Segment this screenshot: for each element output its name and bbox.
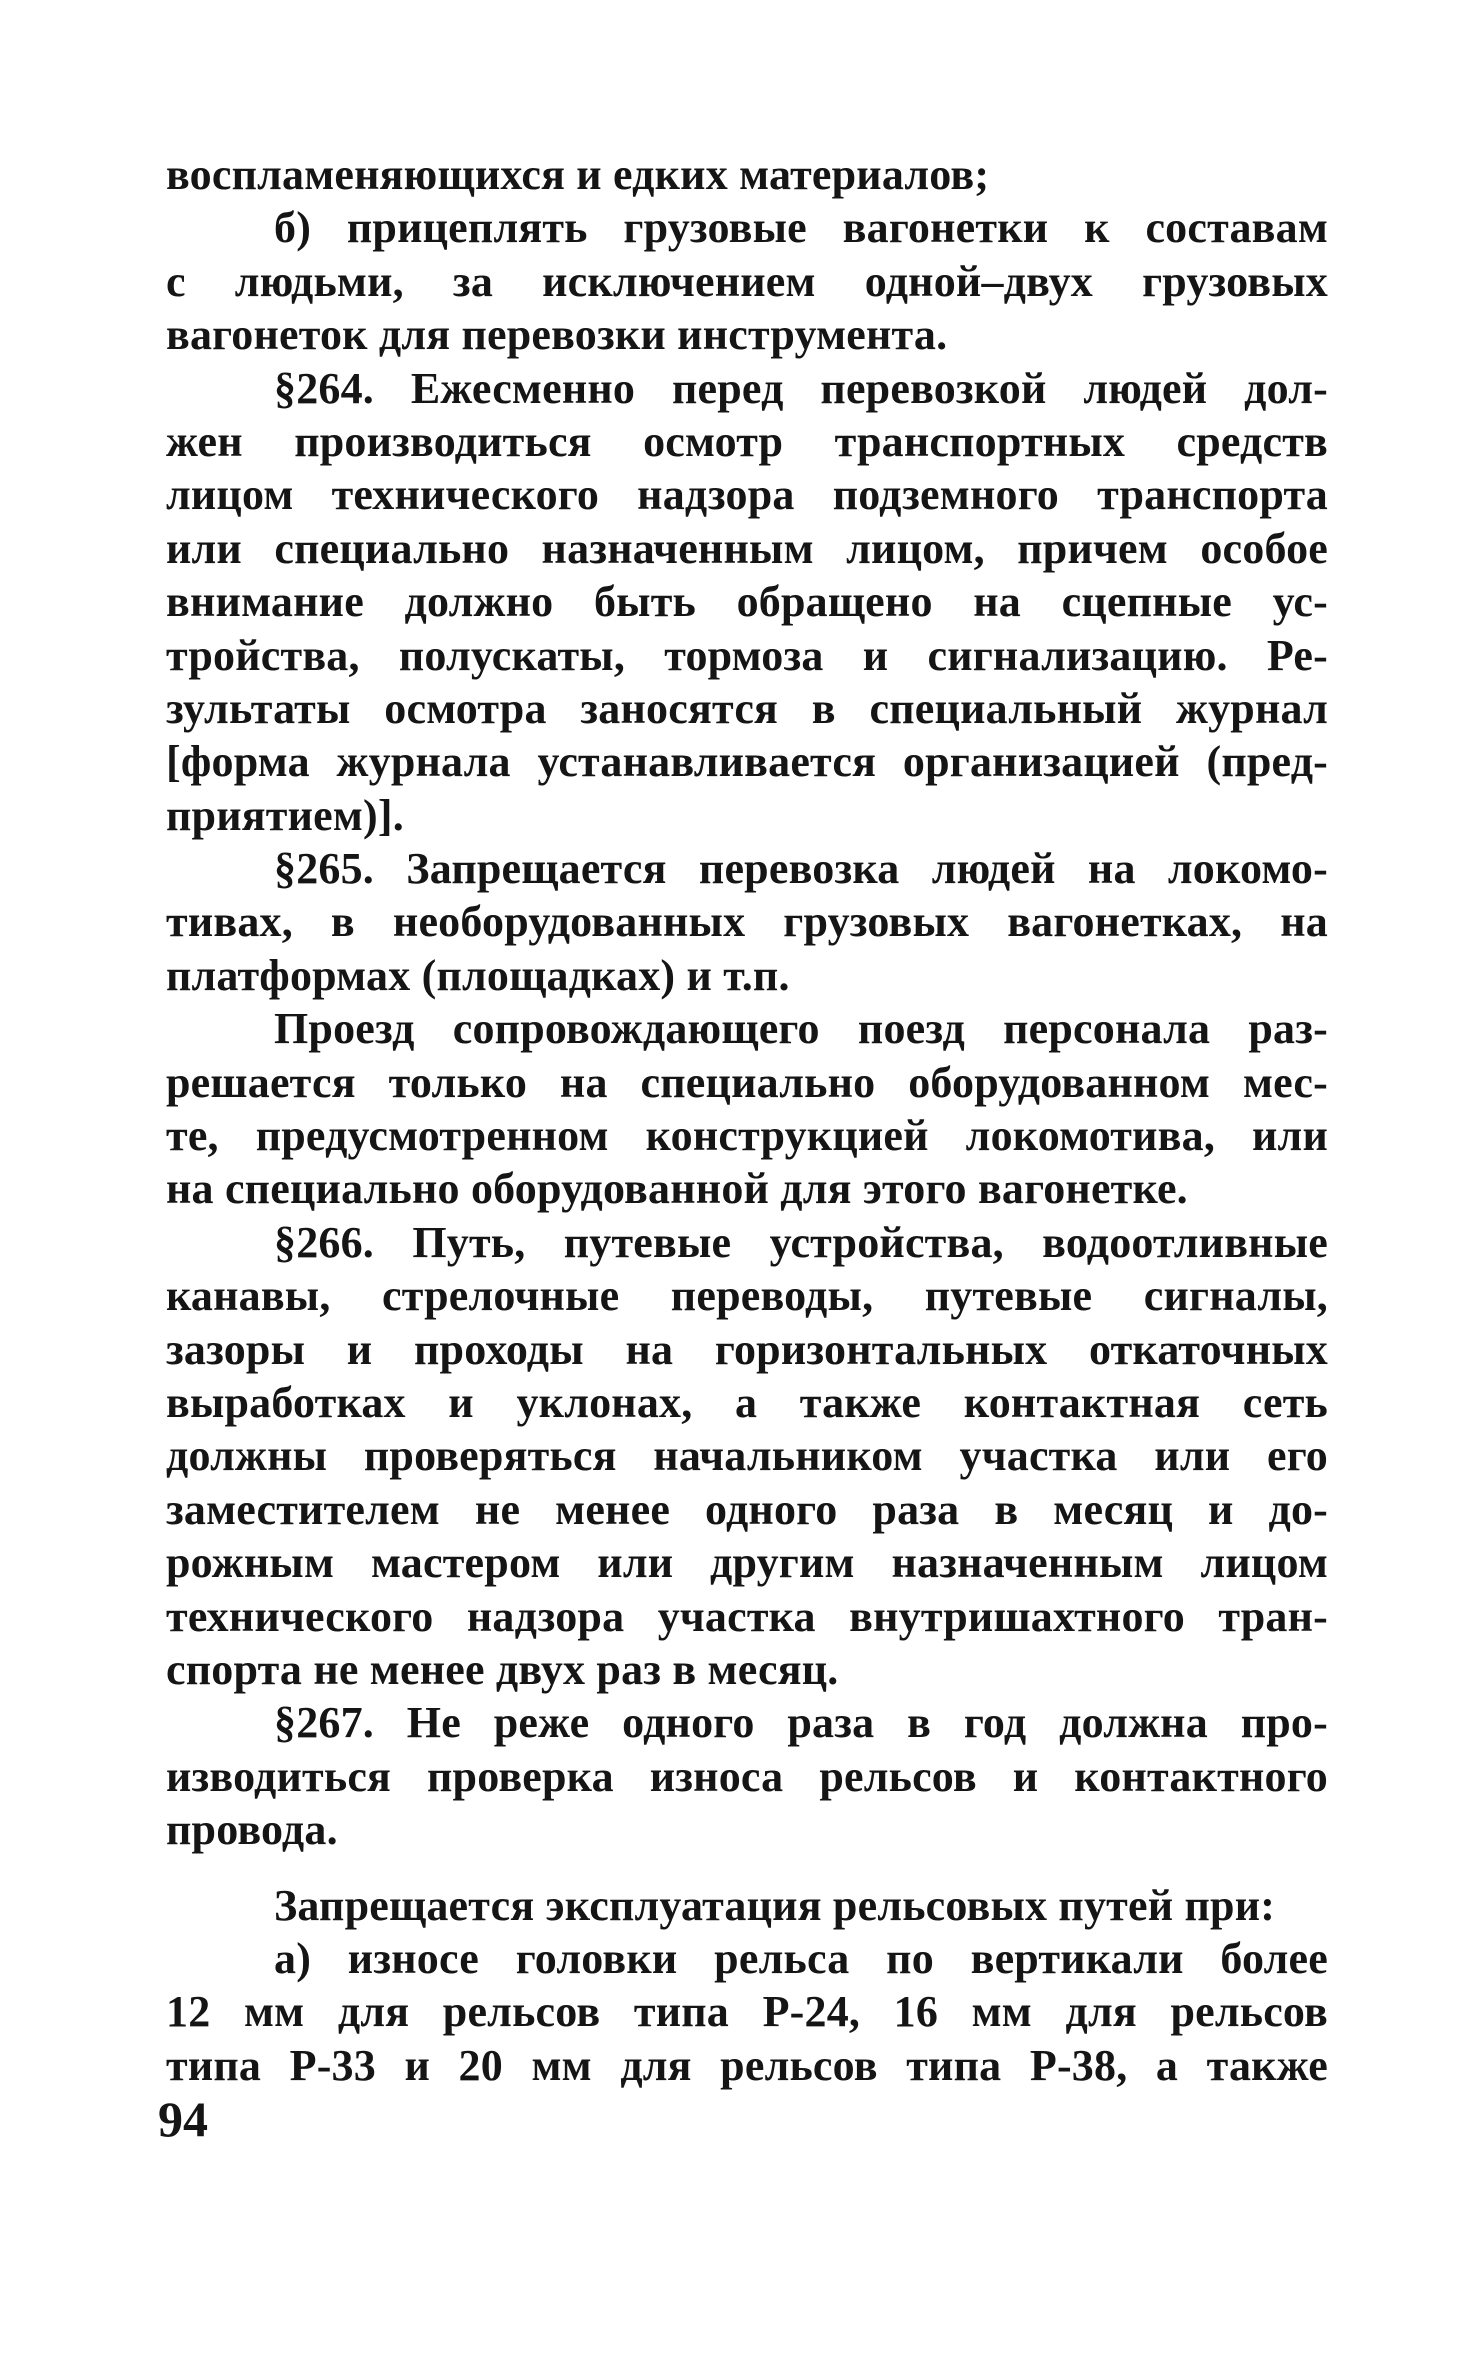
text-line: §267. Не реже одного раза в год должна про-	[274, 1698, 1328, 1748]
text-line: решается только на специально оборудованном мес-	[166, 1057, 1328, 1107]
text-line: изводиться проверка износа рельсов и контактного	[166, 1751, 1328, 1801]
text-line: провода.	[166, 1805, 338, 1855]
page-number: 94	[158, 2091, 208, 2147]
text-line: внимание должно быть обращено на сцепные ус-	[166, 577, 1328, 627]
text-line: тивах, в необорудованных грузовых вагонетках, на	[166, 897, 1328, 947]
text-line: зультаты осмотра заносятся в специальный журнал	[166, 683, 1328, 733]
text-line: вагонеток для перевозки инструмента.	[166, 310, 948, 360]
text-line: на специально оборудованной для этого вагонетке.	[166, 1164, 1188, 1214]
text-line: или специально назначенным лицом, причем особое	[166, 523, 1328, 573]
body-text	[166, 148, 1328, 2092]
text-line: рожным мастером или другим назначенным лицом	[166, 1538, 1328, 1588]
text-line: [форма журнала устанавливается организацией (пред-	[166, 737, 1328, 787]
text-line: зазоры и проходы на горизонтальных откаточных	[166, 1324, 1328, 1374]
text-line: заместителем не менее одного раза в месяц и до-	[166, 1484, 1328, 1534]
paragraph-gap	[166, 1857, 1328, 1879]
text-line: спорта не менее двух раз в месяц.	[166, 1644, 839, 1694]
text-line: Запрещается эксплуатация рельсовых путей при:	[274, 1880, 1276, 1930]
text-line: воспламеняющихся и едких материалов;	[166, 150, 990, 199]
text-line: тройства, полускаты, тормоза и сигнализацию. Ре-	[166, 630, 1328, 680]
text-line: §264. Ежесменно перед перевозкой людей дол-	[274, 363, 1328, 413]
text-line: канавы, стрелочные переводы, путевые сигналы,	[166, 1271, 1328, 1321]
text-line: Проезд сопровождающего поезд персонала раз-	[274, 1004, 1328, 1054]
text-line: §266. Путь, путевые устройства, водоотливные	[274, 1217, 1328, 1267]
text-line: технического надзора участка внутришахтного тран-	[166, 1591, 1328, 1641]
text-line: §265. Запрещается перевозка людей на локомо-	[274, 844, 1328, 894]
text-line: а) износе головки рельса по вертикали более	[274, 1933, 1328, 1983]
text-line: с людьми, за исключением одной–двух грузовых	[166, 256, 1328, 306]
text-line: б) прицеплять грузовые вагонетки к составам	[274, 203, 1328, 253]
text-line: лицом технического надзора подземного транспорта	[166, 470, 1328, 520]
text-line: жен производиться осмотр транспортных средств	[166, 416, 1328, 466]
text-line: те, предусмотренном конструкцией локомотива, или	[166, 1111, 1328, 1161]
text-line: типа Р-33 и 20 мм для рельсов типа Р-38, а также	[166, 2040, 1328, 2090]
text-line: выработках и уклонах, а также контактная сеть	[166, 1377, 1328, 1427]
text-line: 12 мм для рельсов типа Р-24, 16 мм для рельсов	[166, 1987, 1328, 2037]
text-line: платформах (площадках) и т.п.	[166, 950, 790, 1000]
text-line: приятием)].	[166, 790, 404, 840]
text-line: должны проверяться начальником участка или его	[166, 1431, 1328, 1481]
